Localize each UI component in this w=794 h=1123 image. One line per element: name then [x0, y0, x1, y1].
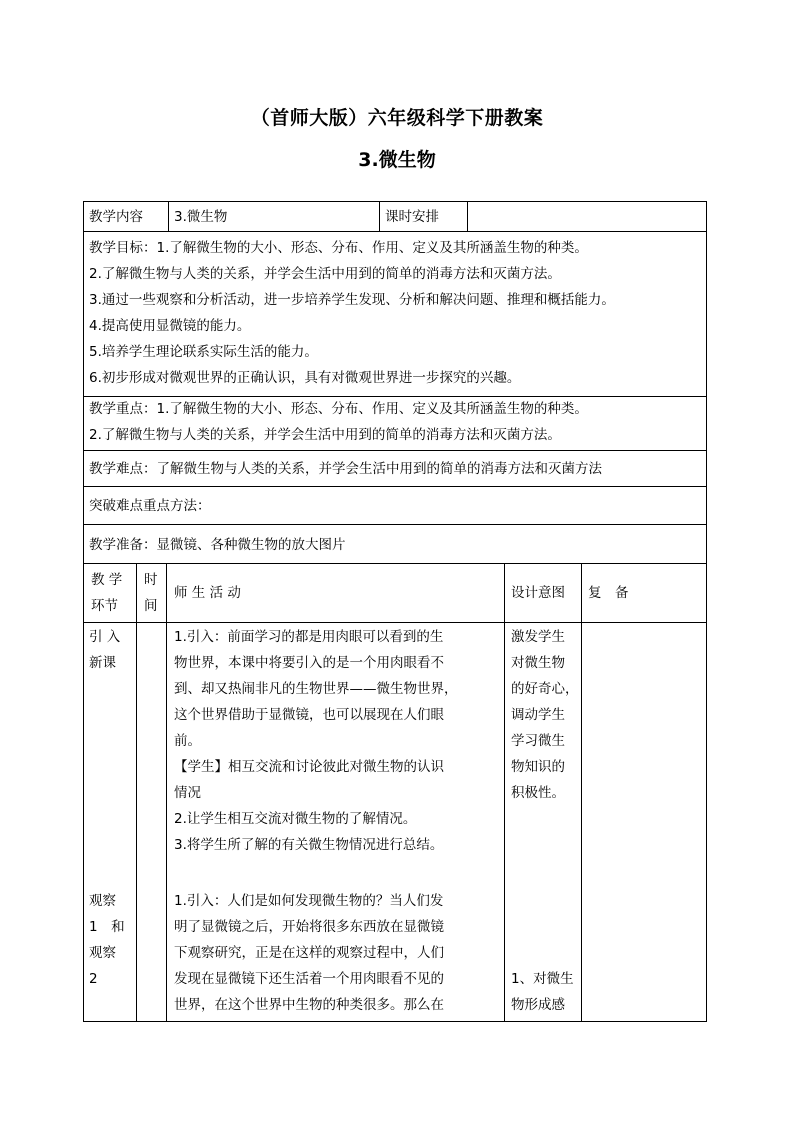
- header-review: 复 备: [588, 585, 629, 601]
- header-stage: 教 学 环节: [91, 572, 123, 614]
- activity-line: 1.引入：人们是如何发现微生物的？当人们发: [174, 893, 444, 909]
- teaching-preparation: 教学准备：显微镜、各种微生物的放大图片: [89, 537, 346, 553]
- section2-stage: 观察 1 和 观察 2: [89, 893, 125, 987]
- activity-line: 2.让学生相互交流对微生物的了解情况。: [174, 811, 417, 827]
- content-value: 3.微生物: [174, 209, 228, 225]
- row-divider: [83, 563, 707, 564]
- header-intent: 设计意图: [511, 585, 565, 601]
- schedule-label: 课时安排: [385, 209, 439, 225]
- table-border-left: [83, 201, 84, 1022]
- objective-line: 2.了解微生物与人类的关系，并学会生活中用到的简单的消毒方法和灭菌方法。: [89, 266, 561, 282]
- section1-intent: 激发学生 对微生物 的好奇心， 调动学生 学习微生 物知识的 积极性。: [511, 629, 579, 801]
- activity-line: 明了显微镜之后，开始将很多东西放在显微镜: [174, 919, 444, 935]
- activity-line: 世界，在这个世界中生物的种类很多。那么在: [174, 997, 444, 1013]
- row-divider: [83, 450, 707, 451]
- teaching-difficulty: 教学难点：了解微生物与人类的关系，并学会生活中用到的简单的消毒方法和灭菌方法: [89, 461, 602, 477]
- objective-line: 4.提高使用显微镜的能力。: [89, 318, 251, 334]
- activity-line: 1.引入：前面学习的都是用肉眼可以看到的生: [174, 629, 444, 645]
- col-divider: [136, 563, 137, 1022]
- teaching-key-points: [89, 396, 588, 448]
- header-time: 时 间: [144, 572, 158, 614]
- activity-line: 前。: [174, 733, 201, 749]
- content-label: 教学内容: [89, 209, 143, 225]
- objective-line: 教学目标：1.了解微生物的大小、形态、分布、作用、定义及其所涵盖生物的种类。: [89, 240, 588, 256]
- col-divider: [581, 563, 582, 1022]
- section1-activity: [174, 624, 458, 858]
- section2-activity: [174, 888, 444, 1018]
- col-divider: [168, 201, 169, 232]
- row-divider: [83, 622, 707, 623]
- activity-line: 到、却又热闹非凡的生物世界——微生物世界，: [174, 681, 458, 697]
- activity-line: 情况: [174, 785, 201, 801]
- row-divider: [83, 486, 707, 487]
- objective-line: 6.初步形成对微观世界的正确认识，具有对微观世界进一步探究的兴趣。: [89, 370, 521, 386]
- activity-line: 【学生】相互交流和讨论彼此对微生物的认识: [174, 759, 444, 775]
- col-divider: [467, 201, 468, 232]
- activity-line: 发现在显微镜下还生活着一个用肉眼看不见的: [174, 971, 444, 987]
- page-title: （首师大版）六年级科学下册教案: [250, 107, 544, 129]
- table-border-right: [706, 201, 707, 1022]
- lesson-subtitle: 3.微生物: [358, 149, 436, 171]
- key-point-line: 2.了解微生物与人类的关系，并学会生活中用到的简单的消毒方法和灭菌方法。: [89, 427, 561, 443]
- key-point-line: 教学重点：1.了解微生物的大小、形态、分布、作用、定义及其所涵盖生物的种类。: [89, 401, 588, 417]
- activity-line: 这个世界借助于显微镜，也可以展现在人们眼: [174, 707, 444, 723]
- table-border-bottom: [83, 1021, 707, 1022]
- col-divider: [379, 201, 380, 232]
- col-divider: [504, 563, 505, 1022]
- activity-line: 下观察研究，正是在这样的观察过程中，人们: [174, 945, 444, 961]
- row-divider: [83, 524, 707, 525]
- row-divider: [83, 231, 707, 232]
- section1-stage: 引 入 新课: [89, 629, 121, 671]
- objective-line: 3.通过一些观察和分析活动，进一步培养学生发现、分析和解决问题、推理和概括能力。: [89, 292, 615, 308]
- teaching-objectives: [89, 235, 615, 391]
- table-border-top: [83, 201, 707, 202]
- objective-line: 5.培养学生理论联系实际生活的能力。: [89, 344, 318, 360]
- breakthrough-method: 突破难点重点方法：: [89, 498, 211, 514]
- header-activity: 师 生 活 动: [174, 585, 241, 601]
- activity-line: 物世界，本课中将要引入的是一个用肉眼看不: [174, 655, 444, 671]
- section2-intent: 1、对微生 物形成感: [511, 971, 574, 1013]
- activity-line: 3.将学生所了解的有关微生物情况进行总结。: [174, 837, 444, 853]
- col-divider: [166, 563, 167, 1022]
